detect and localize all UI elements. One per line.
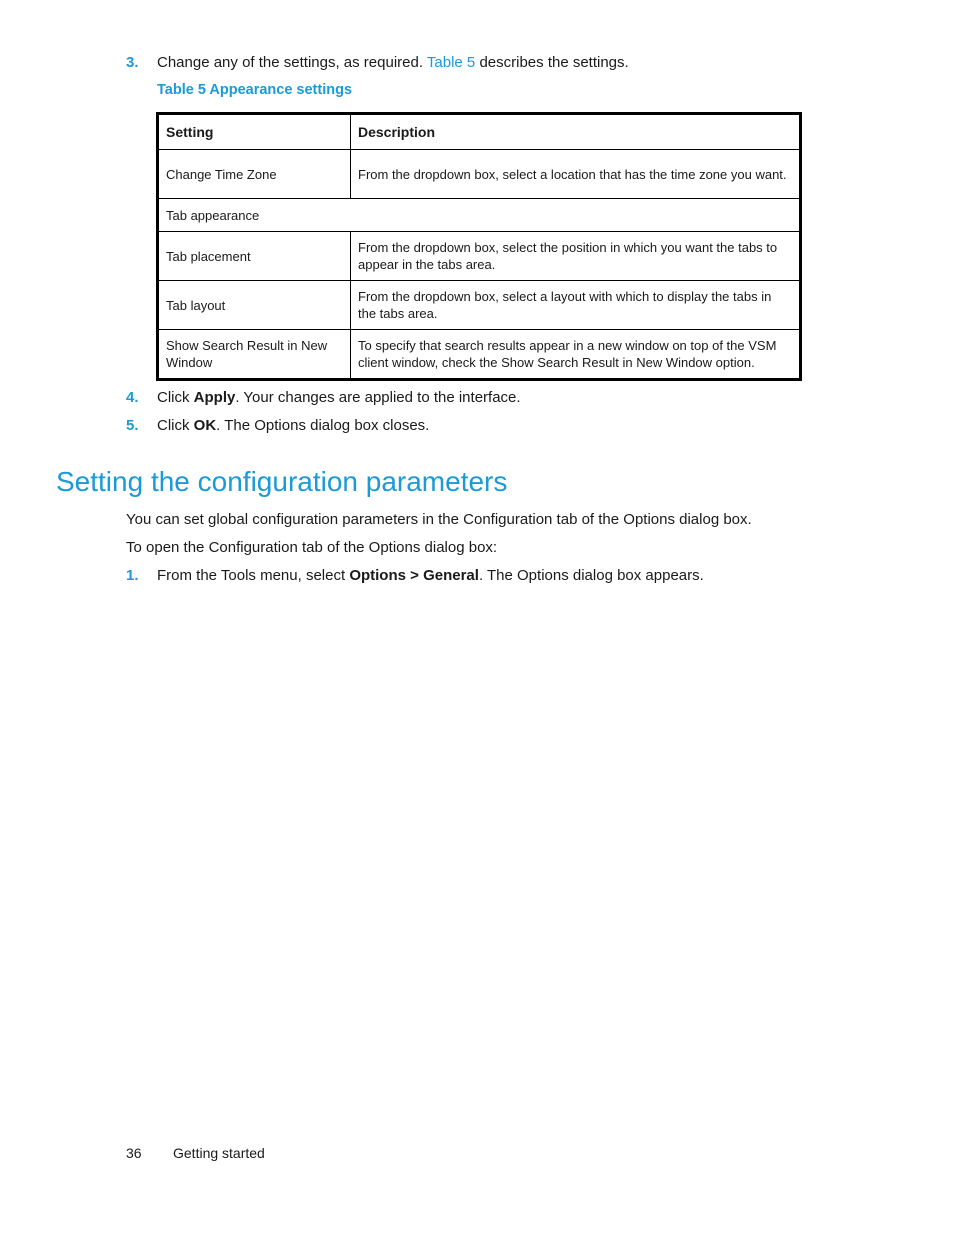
paragraph: You can set global configuration parameters in the Configuration tab of the Options dialog box. (126, 511, 752, 528)
step-text-part: . Your changes are applied to the interface. (235, 389, 521, 406)
table-5-link[interactable]: Table 5 (426, 54, 476, 71)
table-row (158, 199, 801, 232)
setting-cell: Change Time Zone (158, 150, 351, 199)
table-header-row (158, 114, 801, 150)
column-header-setting: Setting (158, 114, 351, 150)
description-cell: From the dropdown box, select the position in which you want the tabs to appear in the tabs area. (351, 232, 801, 281)
step-text-part: Click (157, 389, 194, 406)
menu-path-term: Options > General (349, 567, 479, 584)
appearance-settings-table (156, 112, 802, 381)
apply-term: Apply (193, 389, 236, 406)
step-number: 1. (126, 567, 139, 584)
section-heading: Setting the configuration parameters (56, 466, 508, 497)
footer-section-title: Getting started (173, 1145, 265, 1161)
step-number: 3. (126, 54, 139, 71)
setting-cell: Show Search Result in New Window (158, 330, 351, 380)
table-row (158, 330, 801, 380)
step-text-part: Change any of the settings, as required. (157, 54, 427, 71)
step-text-part: . The Options dialog box closes. (216, 417, 430, 434)
setting-cell: Tab layout (158, 281, 351, 330)
description-cell: To specify that search results appear in a new window on top of the VSM client window, check the Show Search Result in New Window option. (351, 330, 801, 380)
setting-group-cell: Tab appearance (158, 199, 801, 232)
step-text-part: From the Tools menu, select (157, 567, 350, 584)
table-row (158, 232, 801, 281)
table-row (158, 281, 801, 330)
step-text (157, 53, 629, 73)
step-number: 4. (126, 389, 139, 406)
table-row (158, 150, 801, 199)
step-number: 5. (126, 417, 139, 434)
step-text-part: Click (157, 417, 194, 434)
step-text (157, 416, 429, 436)
table-caption: Table 5 Appearance settings (157, 82, 353, 98)
column-header-description: Description (351, 114, 801, 150)
page-number: 36 (126, 1145, 142, 1161)
description-cell: From the dropdown box, select a layout with which to display the tabs in the tabs area. (351, 281, 801, 330)
paragraph: To open the Configuration tab of the Options dialog box: (126, 539, 498, 556)
step-text (157, 388, 521, 408)
step-text-part: . The Options dialog box appears. (478, 567, 704, 584)
step-text-part: describes the settings. (475, 54, 629, 71)
step-text (157, 566, 704, 586)
setting-cell: Tab placement (158, 232, 351, 281)
ok-term: OK (193, 417, 217, 434)
description-cell: From the dropdown box, select a location that has the time zone you want. (351, 150, 801, 199)
